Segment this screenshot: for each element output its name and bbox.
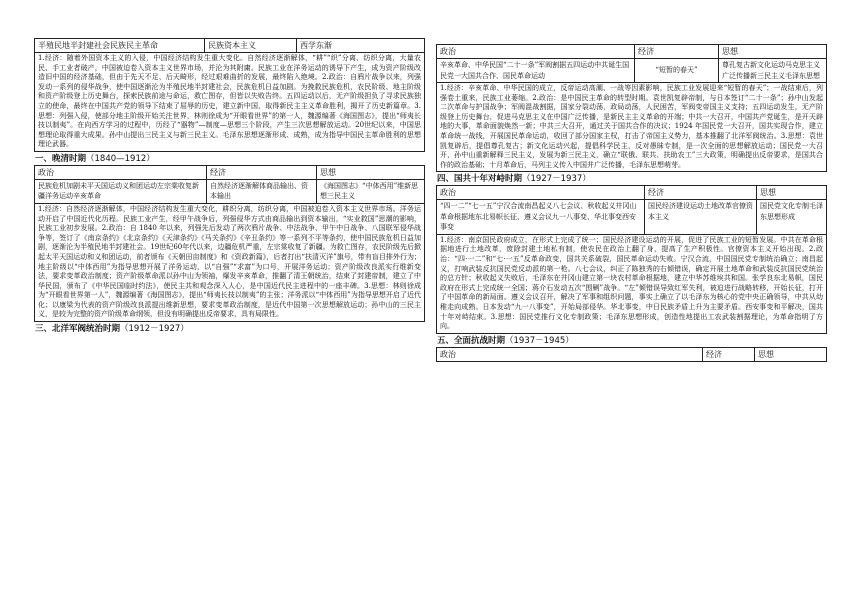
header-thought: 思想: [755, 347, 827, 361]
beiyang-text: 1.经济：辛亥革命、中华民国的成立，反帝运动高潮、一战等因素影响，民族工业发展迎来“短暂的春天”；一战结束后，列强卷土重来，民族工业萎缩。2.政治：是中国民主革命的转型时期。袁世凯复辟帝制，与日本签订“二十一条”；孙中山发起二次革命与护国战争；军阀混战割据，国家分裂动荡，政局动荡，人民困苦，军阀变帝国主义支持；五四运动发生，无产阶级登上历史舞台，促进马克思主义在中国广泛传播，是新民主主义革命的开端；中共一大召开，中国共产党诞生，是开天辟地的大事，革命面貌焕然一新；中共三大召开，通过关于国共合作的决议；1924 年国民党一大召开，国共实现合作，建立革命统一战线，开展国民革命运动，收回了部分国家主权，打击了帝国主义势力，基本推翻了北洋军阀统治。3.思想：袁世凯复辟后，提倡尊孔复古；新文化运动兴起，提倡科学民主，反对愚昧专制，是一次全面的思想解放运动；国民党一大召开，孙中山重新解释三民主义，发展为新三民主义，确立“联俄、联共、扶助农工”三大政策，明确提出反帝要求，是国共合作的政治基础；十月革命后，马列主义传入中国并广泛传播，毛泽东思想萌芽。: [436, 83, 827, 172]
ten-years-text: 1.经济：南京国民政府成立，在形式上完成了统一；国民经济建设运动的开展，促进了民族工业的短暂发展。中共在革命根据地进行土地改革，废除封建土地私有制，使农民在政治上翻了身，提高了生产积极性。官僚资本主义开始出现。2.政治：“四·一二”和“七·一五”反革命政变，国共关系破裂，国民革命运动失败。宁汉合流，中国国民党专制统治确立；南昌起义，打响武装反抗国民党反动派的第一枪。八七会议，纠正了陈独秀的右倾错误，确定开展土地革命和武装反抗国民党统治的总方针；秋收起义失败后，毛泽东在井冈山建立第一块农村革命根据地，建立中华苏维埃共和国。张学良东北易帜，国民政府在形式上完成统一全国；蒋介石发动五次“围剿”战争。“左”倾错误导致红军失利，被迫进行战略转移，开始长征，打开了中国革命的新局面。遵义会议召开，解决了军事和组织问题，事实上确立了以毛泽东为核心的党中央正确领导，中共从幼稚走向成熟。日本发动“九一八事变”，开始局部侵华。华北事变，中日民族矛盾上升为主要矛盾。西安事变和平解决，国共十年对峙结束。3.思想：国民党推行文化专制政策；毛泽东思想形成，创造性地提出工农武装割据理论，为革命指明了方向。: [436, 235, 827, 334]
cell-economy: 自然经济逐渐解体商品输出、资本输出: [207, 179, 317, 203]
cell-thought: 国民党文化专制毛泽东思想形成: [757, 200, 827, 235]
cell-thought: 《海国图志》“中体西用”维新思想三民主义: [317, 179, 425, 203]
section-period: （1927－1937）: [522, 174, 591, 185]
cell-economy: “短暂的春天”: [635, 59, 719, 83]
section-title: 五、全面抗战时期: [437, 335, 506, 346]
section-title: 四、国共十年对峙时期: [437, 174, 523, 185]
beiyang-table: [436, 44, 827, 83]
right-column: [436, 44, 827, 362]
header-economy: 经济: [703, 347, 755, 361]
header-economy: 经济: [635, 45, 719, 59]
section-title: 一、晚清时期: [35, 153, 87, 164]
header-economy: 经济: [207, 165, 317, 179]
section-period: （1912－1927）: [120, 324, 189, 335]
section-period: （1937－1945）: [505, 335, 574, 346]
overview-politics: 半殖民地半封建社会民族民主革命: [35, 39, 205, 53]
section-period: （1840—1912）: [86, 153, 155, 164]
left-column: [34, 38, 425, 335]
header-thought: 思想: [317, 165, 425, 179]
overview-thought: 西学东渐: [297, 39, 425, 53]
cell-economy: 国民经济建设运动土地改革官僚资本主义: [645, 200, 757, 235]
overview-table: [34, 38, 425, 53]
ten-years-table: [436, 185, 827, 235]
late-qing-text: 1.经济：自然经济逐渐解体，中国经济结构发生重大变化，耕织分离，纺织分离，中国被迫卷入资本主义世界市场。洋务运动开启了中国近代化历程。民族工业产生，经甲午战争后，列强侵华方式由商品输出到资本输出，“实业救国”思潮的影响，民族工业初步发展。2.政治：自 1840 年以来，列强先后发动了两次鸦片战争、中法战争、甲午中日战争、八国联军侵华战争等，签订了《南京条约》《北京条约》《天津条约》《马关条约》《辛丑条约》等一系列不平等条约，使中国民族危机日益加剧，逐渐沦为半殖民地半封建社会。19世纪60年代以来，边疆危机严重，左宗棠收复了新疆。为救亡图存，农民阶级先后掀起太平天国运动和义和团运动，前者颁布《天朝田亩制度》和《资政新篇》，后者打出“扶清灭洋”旗号，带有盲目排外行为；地主阶级以“中体西用”为指导思想开展了洋务运动，以“自强”“求富”为口号，开展洋务运动；资产阶级改良派实行维新变法，要求变革政治制度；资产阶级革命派以孙中山为领袖，爆发辛亥革命，推翻了清王朝统治，结束了封建帝制，建立了中华民国，颁布了《中华民国临时约法》，使民主共和观念深入人心，是中国近代民主进程中的一座丰碑。3.思想：林则徐成为“开眼看世界第一人”，魏源编著《海国图志》，提出“师夷长技以制夷”的主张；洋务派以“中体西用”为指导思想开启了近代化；以康梁为代表的资产阶级改良派提出维新思想，要求变革政治制度，是近代中国第一次思想解放运动；孙中山的三民主义，是较为完整的资产阶级革命纲领，但没有明确提出反帝要求，具有局限性。: [34, 204, 425, 322]
header-thought: 思想: [719, 45, 827, 59]
late-qing-table: [34, 165, 425, 204]
cell-politics: 辛亥革命、中华民国“二十一条”军阀割据五四运动中共诞生国民党一大国共合作、国民革命运动: [437, 59, 635, 83]
header-thought: 思想: [757, 186, 827, 200]
section-title: 三、北洋军阀统治时期: [35, 324, 121, 335]
header-economy: 经济: [645, 186, 757, 200]
overview-economy: 民族资本主义: [205, 39, 297, 53]
header-politics: 政治: [437, 186, 645, 200]
cell-thought: 尊孔复古新文化运动马克思主义广泛传播新三民主义毛泽东思想: [719, 59, 827, 83]
cell-politics: “四一二”“七一五”宁汉合流南昌起义八七会议、秋收起义井冈山革命根据地东北易帜长征、遵义会议九一八事变、华北事变西安事变: [437, 200, 645, 235]
header-politics: 政治: [437, 45, 635, 59]
cell-politics: 民族危机加剧未平天国运动义和团运动左宗棠收复新疆洋务运动辛亥革命: [35, 179, 207, 203]
war-table: [436, 347, 827, 362]
overview-text: 1.经济：随着外国资本主义的入侵，中国经济结构发生重大变化。自然经济逐渐解体，“耕”“织”分离、纺织分离，大量农民、手工业者破产，中国被迫卷入资本主义世界市场，并沦为其附庸。民族工业在洋务运动的诱导下产生，成为资产阶级改造旧中国的经济基础，但由于先天不足、后天畸形，经过艰难曲折的发展，最终陷入绝境。2.政治：自鸦片战争以来，列强发动一系列的侵华战争，使中国逐渐沦为半殖民地半封建社会，民族危机日益加剧。为挽救民族危机，农民阶级、地主阶级和资产阶级登上历史舞台，探索民族前途与命运，救亡图存，但皆以失败告终。五四运动以后，无产阶级担负了寻求民族独立的使命，最终在中国共产党的领导下结束了屈辱的历史，建立新中国，取得新民主主义革命胜利，揭开了历史新篇章。3.思想：列强入侵，使部分地主阶级开始关注世界，林则徐成为“开眼看世界”的第一人，魏源编著《海国图志》，提出“师夷长技以制夷”。在向西方学习的过程中，历经了“器物”—制度—思想三个阶段，产生三次思想解放运动。20世纪以来，中国思想理论取得重大成果。孙中山提出三民主义与新三民主义。毛泽东思想逐渐形成、成熟，成为指导中国民主革命胜利的思想理论武器。: [34, 53, 425, 152]
section-heading-late-qing: [34, 152, 425, 165]
section-heading-war: [436, 334, 827, 347]
section-heading-ten-years: [436, 172, 827, 185]
header-politics: 政治: [437, 347, 703, 361]
section-heading-beiyang: [34, 322, 425, 335]
header-politics: 政治: [35, 165, 207, 179]
